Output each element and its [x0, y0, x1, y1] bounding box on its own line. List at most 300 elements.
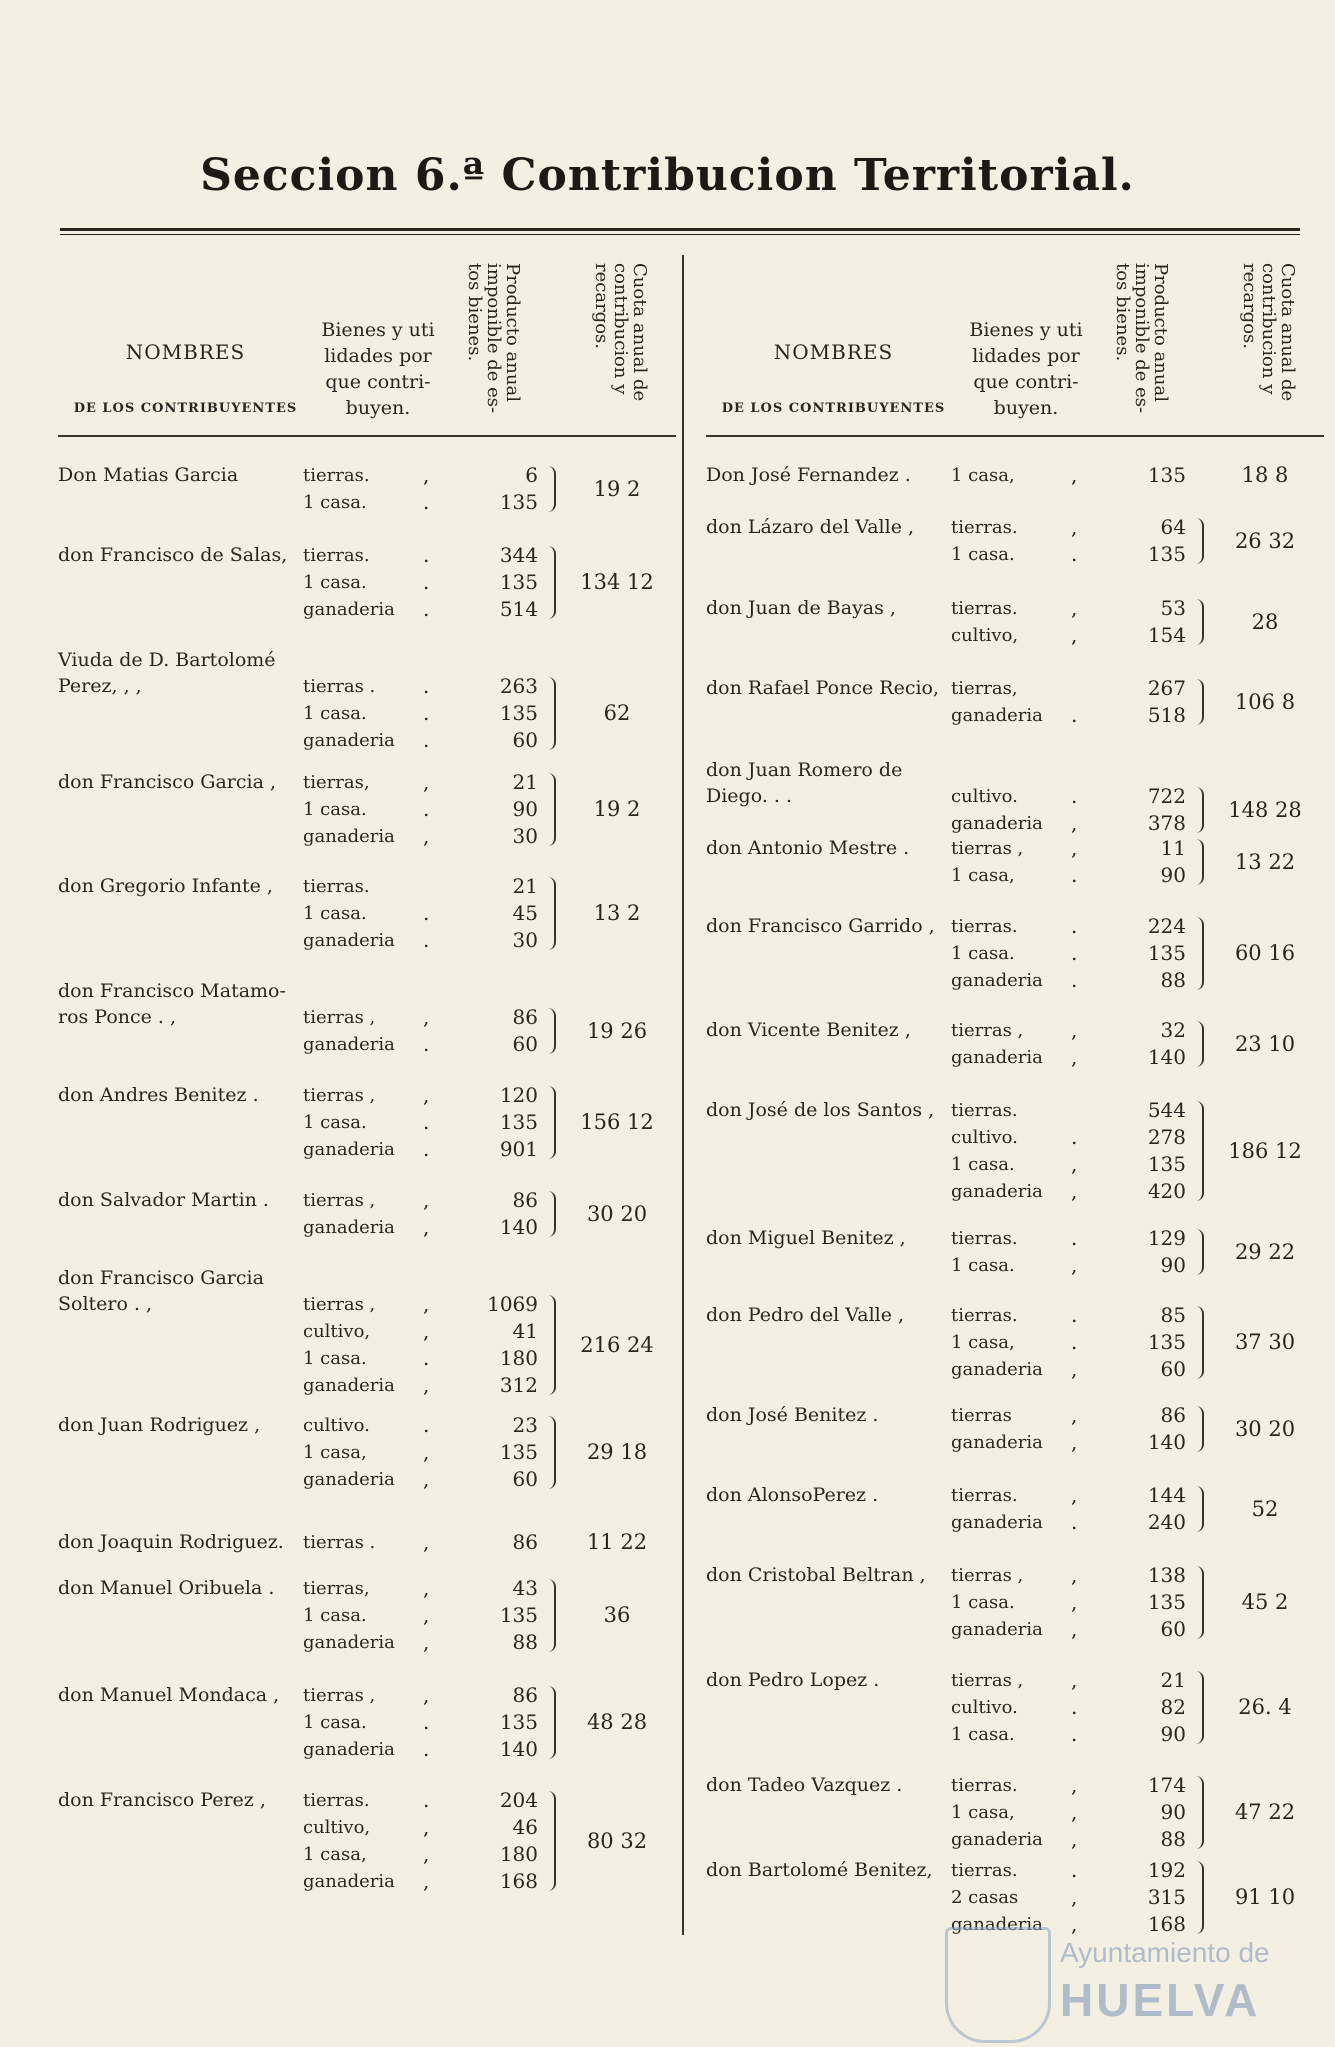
- product-value: 168: [1147, 1912, 1186, 1936]
- property-kind: ganaderia: [951, 1829, 1043, 1850]
- brace-mark: [1192, 1021, 1204, 1067]
- contributor-name: Perez, , ,: [58, 675, 142, 697]
- separator-mark: ,: [423, 1440, 430, 1464]
- property-kind: tierras.: [951, 1228, 1018, 1249]
- separator-mark: ,: [423, 1319, 430, 1343]
- product-value: 88: [1160, 968, 1186, 992]
- contributor-name: don Francisco Perez ,: [58, 1789, 266, 1811]
- product-value: 23: [512, 1413, 538, 1437]
- property-kind: tierras ,: [951, 1565, 1024, 1586]
- coat-of-arms-icon: [945, 1927, 1051, 2043]
- separator-mark: ,: [1071, 596, 1078, 620]
- property-kind: cultivo.: [951, 1697, 1018, 1718]
- property-kind: 1 casa.: [951, 1255, 1015, 1276]
- contributor-entry: [58, 978, 676, 1058]
- product-value: 86: [512, 1188, 538, 1212]
- property-kind: tierras ,: [303, 1294, 376, 1315]
- annual-quota: 62: [603, 701, 631, 725]
- separator-mark: .: [1071, 1303, 1078, 1327]
- separator-mark: ,: [1071, 1590, 1078, 1614]
- annual-quota: 26. 4: [1238, 1695, 1292, 1719]
- separator-mark: .: [423, 1788, 430, 1812]
- separator-mark: ,: [1071, 1912, 1078, 1936]
- property-kind: cultivo,: [303, 1321, 371, 1342]
- contributor-name: don Antonio Mestre .: [706, 837, 910, 859]
- product-value: 135: [1147, 1590, 1186, 1614]
- property-kind: cultivo,: [951, 625, 1019, 646]
- separator-mark: .: [423, 1137, 430, 1161]
- brace-mark: [544, 466, 556, 512]
- contributor-name: don AlonsoPerez .: [706, 1484, 879, 1506]
- product-value: 11: [1160, 836, 1186, 860]
- contributor-entry: [706, 913, 1324, 994]
- separator-mark: .: [1071, 914, 1078, 938]
- header-nombres: NOMBRES: [125, 340, 246, 364]
- property-kind: tierras.: [951, 517, 1018, 538]
- product-value: 192: [1147, 1858, 1186, 1882]
- property-kind: tierras.: [951, 1305, 1018, 1326]
- separator-mark: .: [423, 1346, 430, 1370]
- contributor-name: don Juan Romero de: [706, 759, 903, 781]
- product-value: 60: [512, 728, 538, 752]
- brace-mark: [1192, 518, 1204, 564]
- contributor-name: Soltero . ,: [58, 1293, 153, 1315]
- contributor-name: Don Matias Garcia: [58, 464, 239, 486]
- product-value: 43: [512, 1576, 538, 1600]
- contributor-name: ros Ponce . ,: [58, 1006, 177, 1028]
- product-value: 88: [1160, 1827, 1186, 1851]
- product-value: 30: [512, 824, 538, 848]
- header-producto: Producto anual imponible de es- tos bienes.: [464, 263, 523, 414]
- property-kind: ganaderia: [303, 1632, 395, 1653]
- product-value: 204: [499, 1788, 538, 1812]
- separator-mark: .: [423, 674, 430, 698]
- product-value: 1069: [487, 1292, 538, 1316]
- separator-mark: ,: [423, 1842, 430, 1866]
- property-kind: 1 casa.: [951, 1154, 1015, 1175]
- separator-mark: ,: [423, 1603, 430, 1627]
- brace-mark: [1192, 1566, 1204, 1639]
- separator-mark: .: [1071, 941, 1078, 965]
- contributor-name: don Bartolomé Benitez,: [706, 1859, 933, 1881]
- annual-quota: 19 2: [593, 797, 641, 821]
- product-value: 30: [512, 928, 538, 952]
- product-value: 90: [1160, 1722, 1186, 1746]
- contributor-entry: [706, 1017, 1324, 1071]
- product-value: 135: [1147, 463, 1186, 487]
- contributor-entry: [706, 835, 1324, 889]
- separator-mark: ,: [1071, 1773, 1078, 1797]
- product-value: 60: [512, 1032, 538, 1056]
- property-kind: cultivo,: [303, 1817, 371, 1838]
- header-contribuyentes: DE LOS CONTRIBUYENTES: [73, 401, 298, 416]
- product-value: 21: [1160, 1668, 1186, 1692]
- contributor-entry: [706, 514, 1324, 568]
- contributor-entry: [706, 1302, 1324, 1383]
- contributor-name: don Manuel Mondaca ,: [58, 1684, 280, 1706]
- product-value: 21: [512, 770, 538, 794]
- product-value: 138: [1147, 1563, 1186, 1587]
- separator-mark: .: [1071, 1722, 1078, 1746]
- property-kind: ganaderia: [951, 1619, 1043, 1640]
- annual-quota: 148 28: [1228, 797, 1302, 822]
- contributor-name: don Miguel Benitez ,: [706, 1227, 906, 1249]
- property-kind: ganaderia: [951, 1432, 1043, 1453]
- brace-mark: [1192, 599, 1204, 645]
- contributor-entry: [58, 542, 676, 623]
- contributor-name: don Francisco Matamo-: [58, 980, 286, 1002]
- property-kind: tierras.: [951, 1860, 1018, 1881]
- watermark-line1: Ayuntamiento de: [1060, 1937, 1270, 1968]
- property-kind: tierras .: [303, 1532, 376, 1553]
- annual-quota: 37 30: [1234, 1330, 1296, 1354]
- separator-mark: .: [423, 728, 430, 752]
- property-kind: 1 casa.: [303, 1605, 367, 1626]
- separator-mark: ,: [423, 1467, 430, 1491]
- product-value: 90: [1160, 1800, 1186, 1824]
- annual-quota: 18 8: [1241, 463, 1289, 487]
- contributor-entry: [58, 873, 676, 954]
- product-value: 86: [512, 1683, 538, 1707]
- separator-mark: .: [1071, 1125, 1078, 1149]
- property-kind: tierras.: [951, 1775, 1018, 1796]
- property-kind: tierras.: [303, 545, 370, 566]
- annual-quota: 80 32: [586, 1828, 648, 1853]
- contributor-entry: [706, 1857, 1324, 1938]
- property-kind: tierras ,: [303, 1190, 376, 1211]
- product-value: 544: [1147, 1098, 1186, 1122]
- contributor-name: don Manuel Oribuela .: [58, 1577, 275, 1599]
- product-value: 60: [1160, 1617, 1186, 1641]
- contributor-name: don Francisco Garcia ,: [58, 771, 277, 793]
- contributor-entry: [706, 1667, 1324, 1748]
- contributor-name: Diego. . .: [706, 785, 793, 807]
- property-kind: tierras.: [303, 876, 370, 897]
- contributor-entry: [706, 1097, 1324, 1205]
- property-kind: ganaderia: [303, 930, 395, 951]
- separator-mark: ,: [1071, 1563, 1078, 1587]
- brace-mark: [1192, 1486, 1204, 1532]
- property-kind: ganaderia: [303, 599, 395, 620]
- product-value: 315: [1147, 1885, 1186, 1909]
- brace-mark: [544, 1686, 556, 1759]
- annual-quota: 19 2: [593, 476, 641, 501]
- product-value: 901: [499, 1137, 538, 1161]
- brace-mark: [544, 773, 556, 846]
- property-kind: 1 casa,: [303, 1844, 367, 1865]
- product-value: 180: [499, 1346, 538, 1370]
- separator-mark: .: [1071, 863, 1078, 887]
- contributor-entry: [706, 595, 1324, 649]
- contributor-entry: [706, 1772, 1324, 1853]
- annual-quota: 29 18: [586, 1440, 648, 1464]
- separator-mark: ,: [1071, 1357, 1078, 1381]
- annual-quota: 91 10: [1234, 1885, 1296, 1909]
- product-value: 140: [1147, 1045, 1186, 1069]
- separator-mark: ,: [423, 1292, 430, 1316]
- product-value: 129: [1147, 1226, 1186, 1250]
- separator-mark: ,: [423, 1683, 430, 1707]
- separator-mark: .: [1071, 1330, 1078, 1354]
- separator-mark: ,: [423, 1188, 430, 1212]
- contributor-entry: [706, 1562, 1324, 1643]
- huelva-watermark: [945, 1927, 1275, 2037]
- annual-quota: 30 20: [586, 1201, 648, 1226]
- brace-mark: [1192, 1101, 1204, 1201]
- annual-quota: 26 32: [1234, 528, 1296, 553]
- property-kind: tierras.: [951, 916, 1018, 937]
- property-kind: 1 casa.: [303, 799, 367, 820]
- separator-mark: ,: [1071, 1018, 1078, 1042]
- separator-mark: ,: [1071, 1668, 1078, 1692]
- contributor-name: don Gregorio Infante ,: [58, 875, 273, 897]
- product-value: 267: [1147, 676, 1186, 700]
- product-value: 88: [512, 1630, 538, 1654]
- header-bienes: Bienes y uti lidades por que contri- buyen.: [969, 319, 1083, 419]
- contributor-entry: [706, 462, 1324, 489]
- separator-mark: ,: [1071, 1403, 1078, 1427]
- product-value: 53: [1160, 596, 1186, 620]
- brace-mark: [544, 877, 556, 950]
- contributor-name: don Rafael Ponce Recio,: [706, 677, 940, 699]
- property-kind: tierras .: [303, 676, 376, 697]
- product-value: 120: [499, 1083, 538, 1107]
- property-kind: tierras ,: [303, 1085, 376, 1106]
- property-kind: 1 casa,: [951, 865, 1015, 886]
- separator-mark: ,: [423, 1630, 430, 1654]
- product-value: 90: [512, 797, 538, 821]
- property-kind: ganaderia: [951, 1512, 1043, 1533]
- property-kind: 1 casa.: [303, 703, 367, 724]
- separator-mark: .: [1071, 784, 1078, 808]
- property-kind: 1 casa.: [951, 1592, 1015, 1613]
- column-divider: [682, 255, 684, 1935]
- header-contribuyentes: DE LOS CONTRIBUYENTES: [721, 401, 946, 416]
- product-value: 21: [512, 874, 538, 898]
- annual-quota: 13 2: [593, 901, 641, 925]
- separator-mark: .: [1071, 1226, 1078, 1250]
- product-value: 135: [499, 1710, 538, 1734]
- separator-mark: ,: [1071, 1617, 1078, 1641]
- product-value: 135: [499, 1603, 538, 1627]
- separator-mark: .: [1071, 1510, 1078, 1534]
- product-value: 180: [499, 1842, 538, 1866]
- product-value: 263: [499, 674, 538, 698]
- property-kind: cultivo.: [951, 1127, 1018, 1148]
- product-value: 518: [1147, 703, 1186, 727]
- property-kind: ganaderia: [303, 1375, 395, 1396]
- property-kind: tierras ,: [303, 1685, 376, 1706]
- separator-mark: .: [423, 1737, 430, 1761]
- property-kind: tierras.: [303, 1790, 370, 1811]
- brace-mark: [1192, 1671, 1204, 1744]
- product-value: 135: [1147, 941, 1186, 965]
- product-value: 135: [499, 490, 538, 514]
- product-value: 344: [499, 543, 538, 567]
- brace-mark: [1192, 1406, 1204, 1452]
- product-value: 90: [1160, 863, 1186, 887]
- contributor-name: don Lázaro del Valle ,: [706, 516, 915, 538]
- brace-mark: [1192, 1861, 1204, 1934]
- contributor-name: don Francisco Garcia: [58, 1267, 264, 1289]
- header-cuota: Cuota anual de contribucion y recargos.: [1239, 263, 1298, 402]
- contributor-entry: [58, 1082, 676, 1163]
- separator-mark: ,: [1071, 811, 1078, 835]
- separator-mark: .: [423, 543, 430, 567]
- separator-mark: ,: [1071, 1045, 1078, 1069]
- contributor-name: don Juan Rodriguez ,: [58, 1414, 261, 1436]
- separator-mark: ,: [423, 1815, 430, 1839]
- contributor-name: don Salvador Martin .: [58, 1189, 269, 1211]
- annual-quota: 48 28: [586, 1710, 648, 1734]
- brace-mark: [544, 1579, 556, 1652]
- separator-mark: ,: [1071, 515, 1078, 539]
- annual-quota: 47 22: [1234, 1800, 1296, 1824]
- title-rule-thin: [60, 234, 1300, 235]
- property-kind: cultivo.: [303, 1415, 370, 1436]
- brace-mark: [1192, 1306, 1204, 1379]
- separator-mark: .: [1071, 1858, 1078, 1882]
- property-kind: tierras,: [303, 772, 370, 793]
- brace-mark: [1192, 1229, 1204, 1275]
- contributor-name: don José de los Santos ,: [706, 1099, 935, 1121]
- product-value: 224: [1147, 914, 1186, 938]
- brace-mark: [544, 546, 556, 619]
- property-kind: tierras.: [951, 598, 1018, 619]
- separator-mark: .: [423, 701, 430, 725]
- property-kind: ganaderia: [951, 705, 1043, 726]
- product-value: 135: [1147, 1330, 1186, 1354]
- contributor-entry: [706, 1225, 1324, 1279]
- property-kind: 1 casa,: [951, 1802, 1015, 1823]
- header-nombres: NOMBRES: [773, 340, 894, 364]
- separator-mark: .: [423, 901, 430, 925]
- property-kind: tierras ,: [303, 1007, 376, 1028]
- contributor-name: don Tadeo Vazquez .: [706, 1774, 903, 1796]
- product-value: 45: [512, 901, 538, 925]
- property-kind: ganaderia: [951, 1047, 1043, 1068]
- separator-mark: ,: [1071, 836, 1078, 860]
- title-rule: [60, 228, 1300, 231]
- separator-mark: ,: [423, 1869, 430, 1893]
- property-kind: ganaderia: [303, 1034, 395, 1055]
- product-value: 140: [499, 1215, 538, 1239]
- contributor-entry: [706, 1402, 1324, 1456]
- annual-quota: 106 8: [1234, 689, 1296, 714]
- separator-mark: ,: [1071, 1179, 1078, 1203]
- annual-quota: 216 24: [580, 1332, 654, 1357]
- contributor-entry: [58, 1787, 676, 1895]
- annual-quota: 30 20: [1234, 1416, 1296, 1441]
- separator-mark: ,: [1071, 463, 1078, 487]
- contributor-name: don José Benitez .: [706, 1404, 879, 1426]
- separator-mark: ,: [423, 1576, 430, 1600]
- brace-mark: [1192, 1776, 1204, 1849]
- brace-mark: [544, 1295, 556, 1395]
- separator-mark: .: [1071, 968, 1078, 992]
- separator-mark: ,: [423, 770, 430, 794]
- contributor-name: don Francisco Garrido ,: [706, 915, 935, 937]
- product-value: 135: [1147, 542, 1186, 566]
- right-column: [706, 255, 1324, 1936]
- product-value: 90: [1160, 1253, 1186, 1277]
- contributor-entry: [58, 1682, 676, 1763]
- brace-mark: [1192, 917, 1204, 990]
- separator-mark: .: [423, 1032, 430, 1056]
- product-value: 312: [499, 1373, 538, 1397]
- product-value: 135: [499, 1110, 538, 1134]
- contributor-name: don Joaquin Rodriguez.: [58, 1531, 284, 1553]
- annual-quota: 45 2: [1241, 1590, 1289, 1614]
- watermark-line2: HUELVA: [1060, 1974, 1261, 2026]
- property-kind: 1 casa.: [303, 1112, 367, 1133]
- property-kind: cultivo.: [951, 786, 1018, 807]
- property-kind: 1 casa.: [951, 1724, 1015, 1745]
- separator-mark: ,: [1071, 1800, 1078, 1824]
- product-value: 46: [512, 1815, 538, 1839]
- property-kind: ganaderia: [303, 1871, 395, 1892]
- property-kind: tierras,: [951, 678, 1018, 699]
- contributor-name: don Cristobal Beltran ,: [706, 1564, 926, 1586]
- contributor-entry: [58, 462, 676, 516]
- annual-quota: 29 22: [1234, 1239, 1296, 1264]
- contributor-name: don Andres Benitez .: [58, 1084, 259, 1106]
- product-value: 60: [512, 1467, 538, 1491]
- brace-mark: [544, 1191, 556, 1237]
- separator-mark: ,: [423, 824, 430, 848]
- separator-mark: .: [423, 1110, 430, 1134]
- brace-mark: [544, 1086, 556, 1159]
- property-kind: ganaderia: [303, 1217, 395, 1238]
- property-kind: ganaderia: [303, 826, 395, 847]
- brace-mark: [1192, 679, 1204, 725]
- property-kind: tierras ,: [951, 838, 1024, 859]
- contributor-entry: [706, 757, 1324, 837]
- separator-mark: ,: [1071, 1152, 1078, 1176]
- product-value: 168: [499, 1869, 538, 1893]
- product-value: 135: [499, 1440, 538, 1464]
- brace-mark: [1192, 839, 1204, 885]
- product-value: 144: [1147, 1483, 1186, 1507]
- property-kind: tierras.: [951, 1100, 1018, 1121]
- brace-mark: [544, 1791, 556, 1891]
- separator-mark: .: [423, 570, 430, 594]
- contributor-entry: [58, 1187, 676, 1241]
- property-kind: 1 casa.: [303, 1348, 367, 1369]
- product-value: 135: [499, 570, 538, 594]
- separator-mark: .: [1071, 542, 1078, 566]
- separator-mark: ,: [423, 1215, 430, 1239]
- product-value: 41: [512, 1319, 538, 1343]
- brace-mark: [1192, 787, 1204, 833]
- property-kind: 1 casa.: [303, 572, 367, 593]
- product-value: 722: [1147, 784, 1186, 808]
- annual-quota: 134 12: [580, 570, 654, 594]
- left-header: [58, 255, 676, 437]
- right-header: [706, 255, 1324, 437]
- product-value: 64: [1160, 515, 1186, 539]
- annual-quota: 52: [1251, 1496, 1279, 1521]
- separator-mark: .: [423, 490, 430, 514]
- separator-mark: ,: [1071, 1827, 1078, 1851]
- property-kind: tierras ,: [951, 1020, 1024, 1041]
- contributor-entry: [58, 1529, 676, 1556]
- contributor-entry: [58, 647, 676, 754]
- product-value: 6: [525, 463, 538, 487]
- separator-mark: .: [423, 597, 430, 621]
- separator-mark: ,: [423, 1005, 430, 1029]
- property-kind: ganaderia: [951, 813, 1043, 834]
